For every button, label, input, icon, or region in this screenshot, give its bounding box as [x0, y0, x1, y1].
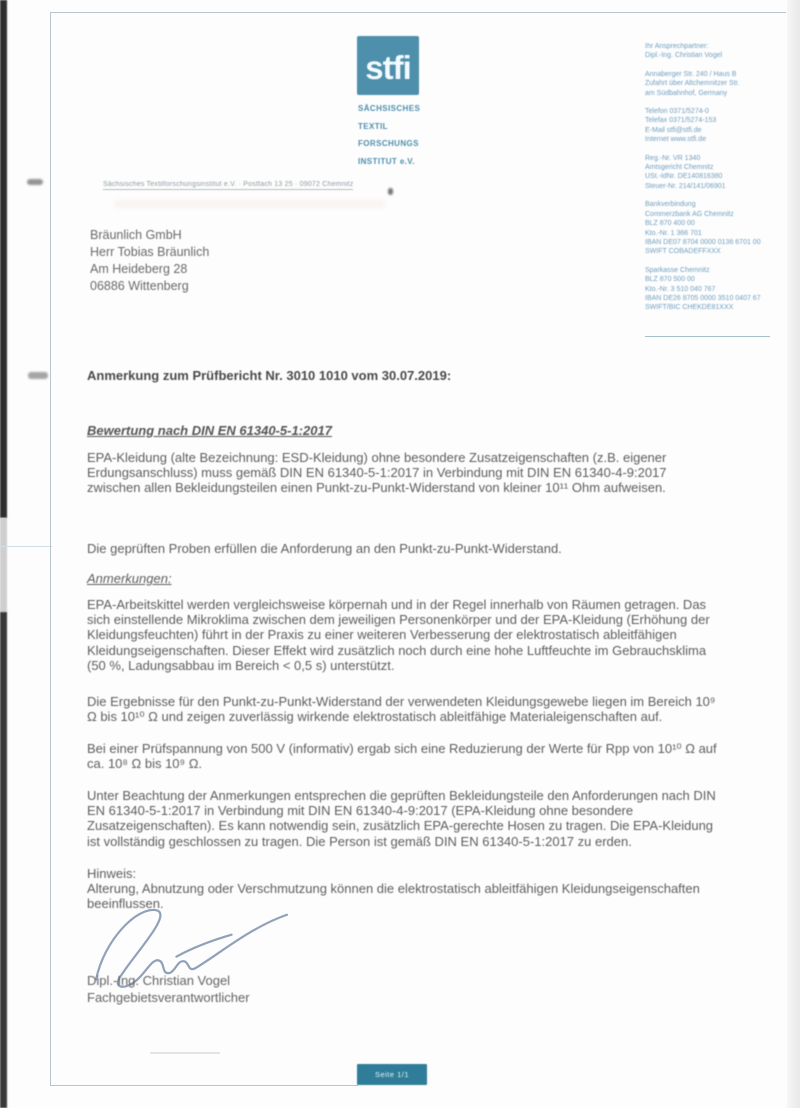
page-border-left	[50, 12, 51, 1086]
paragraph-remark-1: EPA-Arbeitskittel werden vergleichsweise körpernah und in der Regel innerhalb von Räumen getragen. Das sich einstellende Mikroklima zwischen dem jeweiligen Personenkörper und der EPA-Kleidung (Erhöhung der Kleidungsfeuchten) führt in der Praxis zu einer weiteren Verbesserung der elektrostatisch ableitfähigen Kleidungseigenschaften. Dieser Effekt wird zusätzlich noch durch eine hohe Luftfeuchte im Gebrauchsklima (50 %, Ladungsabbau im Bereich < 0,5 s) unterstützt.	[87, 597, 710, 673]
sidebar-line: Steuer-Nr. 214/141/06901	[645, 182, 726, 190]
scan-speck	[388, 188, 393, 195]
institute-name-line: INSTITUT e.V.	[358, 156, 415, 166]
fold-mark	[0, 546, 52, 547]
scan-edge-strip-bottom	[0, 612, 7, 1108]
scan-edge-strip-gap	[0, 518, 7, 612]
sidebar-line: Internet www.stfi.de	[645, 136, 707, 144]
sidebar-register-block	[645, 154, 773, 192]
sidebar-bank1-block	[645, 200, 773, 256]
sidebar-line: USt.-IdNr. DE140816380	[645, 173, 723, 181]
sidebar-address-block	[645, 70, 773, 98]
sidebar-line: Kto.-Nr. 1 366 701	[645, 229, 702, 237]
sidebar-line: E-Mail stfi@stfi.de	[645, 126, 702, 134]
page-border-top	[50, 12, 786, 13]
sidebar-contact-block	[645, 42, 773, 61]
sidebar-line: BLZ 870 500 00	[645, 276, 695, 284]
sidebar-line: IBAN DE07 8704 0000 0136 6701 00	[645, 238, 761, 246]
anmerkungen-label: Anmerkungen:	[87, 571, 172, 586]
section-heading: Bewertung nach DIN EN 61340-5-1:2017	[87, 423, 332, 438]
sidebar-line: Telefax 0371/5274-153	[645, 117, 717, 125]
sidebar-line: IBAN DE26 8705 0000 3510 0407 67	[645, 294, 761, 302]
sidebar-line: Bankverbindung	[645, 201, 696, 209]
sidebar-line: Sparkasse Chemnitz	[645, 266, 710, 274]
recipient-line: 06886 Wittenberg	[90, 279, 189, 293]
institute-name	[358, 100, 420, 170]
paragraph-conclusion: Unter Beachtung der Anmerkungen entsprechen die geprüften Bekleidungsteile den Anforderungen nach DIN EN 61340-5-1:2017 in Verbindung mit DIN EN 61340-4-9:2017 (EPA-Kleidung ohne besondere Zusatzeigenschaften). Es kann notwendig sein, zusätzlich EPA-gerechte Hosen zu tragen. Die EPA-Kleidung ist vollständig geschlossen zu tragen. Die Person ist gemäß DIN EN 61340-5-1:2017 zu erden.	[87, 788, 716, 849]
sidebar-line: Zufahrt über Altchemnitzer Str.	[645, 80, 740, 88]
scan-smudge	[27, 179, 43, 185]
sidebar-line: am Südbahnhof, Germany	[645, 89, 728, 97]
sidebar-line: Kto.-Nr. 3 510 040 767	[645, 285, 716, 293]
recipient-line: Herr Tobias Bräunlich	[90, 245, 210, 259]
footer-page-badge: Seite 1/1	[357, 1064, 427, 1085]
scan-dash	[150, 1052, 220, 1054]
stfi-logo: stfi	[357, 36, 419, 95]
signer-name: Dipl.-Ing. Christian Vogel	[87, 973, 231, 988]
scan-smudge	[28, 372, 48, 379]
institute-name-line: FORSCHUNGS	[358, 139, 419, 148]
paragraph-result: Die geprüften Proben erfüllen die Anforderung an den Punkt-zu-Punkt-Widerstand.	[87, 541, 562, 556]
sidebar-line: SWIFT/BIC CHEKDE81XXX	[645, 304, 734, 312]
scan-color-smear	[115, 200, 385, 208]
sidebar-phone-block	[645, 107, 773, 145]
sidebar-divider	[645, 336, 770, 337]
sidebar-line: Annaberger Str. 240 / Haus B	[645, 70, 737, 78]
page-border-bottom	[50, 1085, 358, 1086]
sidebar-line: Reg.-Nr. VR 1340	[645, 154, 701, 162]
paragraph-remark-3: Bei einer Prüfspannung von 500 V (informativ) ergab sich eine Reduzierung der Werte für Rpp von 10¹⁰ Ω auf ca. 10⁸ Ω bis 10⁹ Ω.	[87, 741, 717, 772]
scan-right-shadow	[787, 0, 800, 1108]
paragraph-requirement: EPA-Kleidung (alte Bezeichnung: ESD-Kleidung) ohne besondere Zusatzeigenschaften (z.B. eigener Erdungsanschluss) muss gemäß DIN EN 61340-5-1:2017 in Verbindung mit DIN EN 61340-4-9:2017 zwischen allen Bekleidungsteilen einen Punkt-zu-Punkt-Widerstand von kleiner 10¹¹ Ohm aufweisen.	[87, 450, 667, 496]
hinweis-label: Hinweis:	[87, 866, 137, 881]
sidebar-line: Dipl.-Ing. Christian Vogel	[645, 52, 723, 60]
sender-line: Sächsisches Textilforschungsinstitut e.V. · Postfach 13 25 · 09072 Chemnitz	[103, 181, 354, 188]
recipient-line: Am Heideberg 28	[90, 262, 188, 276]
institute-name-line: TEXTIL	[358, 121, 388, 131]
sidebar-line: Ihr Ansprechpartner:	[645, 43, 709, 50]
sidebar-line: Telefon 0371/5274-0	[645, 108, 709, 116]
recipient-line: Bräunlich GmbH	[90, 228, 182, 242]
subject-line: Anmerkung zum Prüfbericht Nr. 3010 1010 vom 30.07.2019:	[87, 368, 452, 383]
sidebar-line: BLZ 870 400 00	[645, 220, 695, 228]
recipient-address	[90, 227, 209, 295]
sidebar-line: SWIFT COBADEFFXXX	[645, 248, 721, 256]
signer-role: Fachgebietsverantwortlicher	[87, 990, 250, 1005]
sidebar-line: Amtsgericht Chemnitz	[645, 164, 714, 172]
sidebar-line: Commerzbank AG Chemnitz	[645, 210, 734, 218]
scan-edge-strip-top	[0, 0, 7, 518]
sidebar-bank2-block	[645, 266, 773, 313]
paragraph-remark-2: Die Ergebnisse für den Punkt-zu-Punkt-Widerstand der verwendeten Kleidungsgewebe liegen im Bereich 10⁹ Ω bis 10¹⁰ Ω und zeigen zuverlässig wirkende elektrostatisch ableitfähige Materialeigenschaften auf.	[87, 694, 716, 725]
paragraph-hinweis: Alterung, Abnutzung oder Verschmutzung können die elektrostatisch ableitfähigen Kleidungseigenschaften beeinflussen.	[87, 881, 700, 912]
letterhead-sidebar	[645, 42, 773, 322]
institute-name-line: SÄCHSISCHES	[358, 104, 421, 113]
